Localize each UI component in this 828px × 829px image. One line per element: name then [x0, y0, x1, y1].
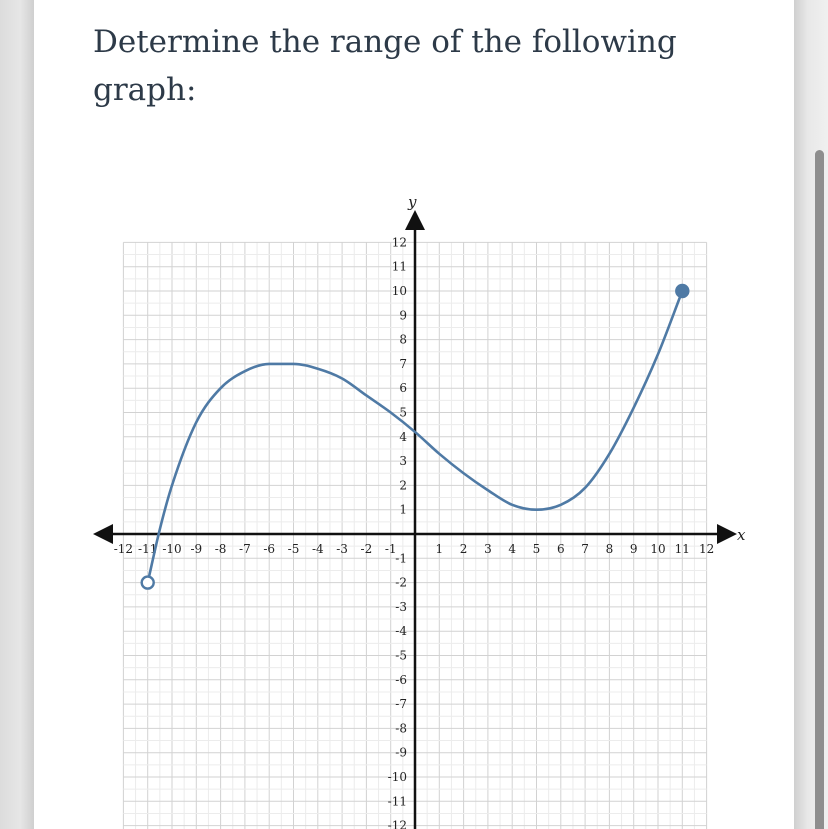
y-tick-label: -2 — [395, 575, 407, 590]
y-tick-label: 7 — [399, 356, 407, 371]
x-tick-label: 7 — [581, 542, 589, 556]
x-tick-label: -11 — [138, 542, 158, 556]
y-tick-label: 4 — [399, 429, 407, 444]
x-tick-label: 6 — [556, 542, 565, 556]
x-tick-label: -5 — [287, 542, 300, 556]
y-tick-label: -5 — [395, 648, 407, 663]
x-tick-label: 8 — [605, 542, 614, 556]
y-tick-label: -1 — [395, 551, 407, 566]
x-tick-label: 9 — [629, 542, 638, 556]
x-tick-label: 11 — [674, 542, 690, 556]
x-tick-label: -1 — [384, 542, 397, 556]
axes — [97, 193, 746, 829]
y-tick-label: 6 — [399, 381, 407, 396]
y-tick-label: 8 — [399, 332, 407, 347]
y-tick-label: -3 — [395, 599, 407, 614]
x-tick-label: -3 — [336, 542, 348, 556]
x-tick-label: 1 — [435, 542, 444, 556]
y-tick-label: -12 — [387, 818, 407, 829]
y-tick-label: -10 — [387, 770, 407, 784]
y-tick-label: 11 — [391, 259, 407, 274]
x-axis-label: x — [737, 526, 746, 544]
open-endpoint — [142, 577, 154, 589]
x-tick-label: 4 — [508, 542, 517, 556]
x-tick-label: 2 — [459, 542, 468, 556]
x-tick-label: -7 — [239, 542, 251, 556]
x-tick-label: -2 — [360, 542, 373, 556]
y-tick-label: -11 — [387, 794, 407, 809]
y-tick-label: 12 — [391, 235, 407, 250]
question-text: Determine the range of the following graph: — [93, 24, 677, 108]
y-tick-label: 1 — [399, 502, 407, 517]
x-tick-label: -8 — [214, 542, 227, 556]
y-axis-label: y — [408, 193, 417, 211]
y-tick-label: 9 — [399, 308, 407, 323]
y-tick-label: -4 — [395, 624, 407, 639]
y-tick-label: -8 — [395, 721, 407, 736]
x-tick-label: -9 — [190, 542, 203, 556]
x-tick-label: -12 — [113, 542, 134, 556]
x-tick-label: 5 — [532, 542, 541, 556]
x-tick-label: -6 — [263, 542, 276, 556]
x-tick-label: 3 — [484, 542, 492, 556]
closed-endpoint — [676, 285, 688, 297]
y-tick-label: -6 — [395, 672, 407, 687]
y-tick-label: -9 — [395, 745, 407, 760]
x-tick-label: 10 — [650, 542, 666, 556]
y-tick-label: 10 — [391, 284, 407, 298]
x-tick-label: -10 — [162, 542, 182, 556]
y-tick-label: 3 — [399, 454, 407, 469]
y-tick-label: -7 — [395, 697, 407, 712]
y-tick-label: 2 — [399, 478, 407, 493]
x-tick-label: -4 — [311, 542, 324, 556]
y-tick-label: 5 — [399, 405, 407, 420]
x-tick-label: 12 — [698, 542, 715, 556]
